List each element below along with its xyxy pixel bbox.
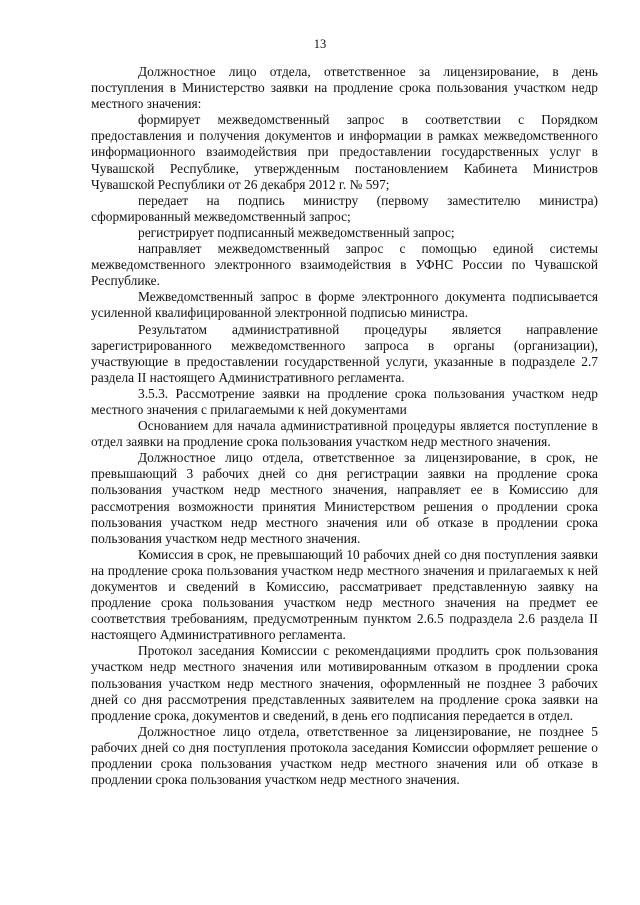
paragraph: направляет межведомственный запрос с помощью единой системы межведомственного электронного взаимодействия в УФНС России по Чувашской Республике.: [91, 241, 598, 289]
paragraph: формирует межведомственный запрос в соответствии с Порядком предоставления и получения документов и информации в рамках межведомственного информационного взаимодействия при предоставлении государственных услуг в Чувашской Республике, утвержденным постановлением Кабинета Министров Чувашской Республики от 26 декабря 2012 г. № 597;: [91, 112, 598, 192]
paragraph: Должностное лицо отдела, ответственное за лицензирование, не позднее 5 рабочих дней со дня поступления протокола заседания Комиссии оформляет решение о продлении срока пользования участком недр местного значения или об отказе в продлении срока пользования участком недр местного значения.: [91, 723, 598, 788]
paragraph: Должностное лицо отдела, ответственное за лицензирование, в срок, не превышающий 3 рабочих дней со дня регистрации заявки на продление срока пользования участком недр местного значения, направляет ее в Комиссию для рассмотрения возможности принятия Министерством решения о продлении срока пользования участком недр местного значения или об отказе в продлении срока пользования участком недр местного значения.: [91, 450, 598, 546]
paragraph: Должностное лицо отдела, ответственное за лицензирование, в день поступления в Министерство заявки на продление срока пользования участком недр местного значения:: [91, 64, 598, 112]
paragraph: передает на подпись министру (первому заместителю министра) сформированный межведомственный запрос;: [91, 192, 598, 224]
paragraph: Результатом административной процедуры является направление зарегистрированного межведомственного запроса в органы (организации), участвующие в предоставлении государственной услуги, указанные в подразделе 2.7 раздела II настоящего Административного регламента.: [91, 321, 598, 385]
paragraph: регистрирует подписанный межведомственный запрос;: [138, 224, 455, 240]
document-body: [91, 64, 598, 788]
paragraph: Протокол заседания Комиссии с рекомендациями продлить срок пользования участком недр местного значения или мотивированным отказом в продлении срока пользования участком недр местного значения, оформленный не позднее 3 рабочих дней со дня рассмотрения представленных заявителем на продление срока заявки на продление срока, документов и сведений, в день его подписания передается в отдел.: [91, 643, 598, 723]
page-number: 13: [313, 37, 327, 51]
paragraph: Комиссия в срок, не превышающий 10 рабочих дней со дня поступления заявки на продление срока пользования участком недр местного значения и прилагаемых к ней документов и сведений в Комиссию, рассматривает представленную заявку на продление срока пользования участком недр местного значения на предмет ее соответствия требованиям, предусмотренным пунктом 2.6.5 подраздела 2.6 раздела II настоящего Административного регламента.: [91, 546, 598, 643]
paragraph: Основанием для начала административной процедуры является поступление в отдел заявки на продление срока пользования участком недр местного значения.: [91, 418, 598, 450]
paragraph: Межведомственный запрос в форме электронного документа подписывается усиленной квалифицированной электронной подписью министра.: [91, 289, 598, 321]
section-heading: 3.5.3. Рассмотрение заявки на продление срока пользования участком недр местного значения с прилагаемыми к ней документами: [91, 385, 598, 417]
